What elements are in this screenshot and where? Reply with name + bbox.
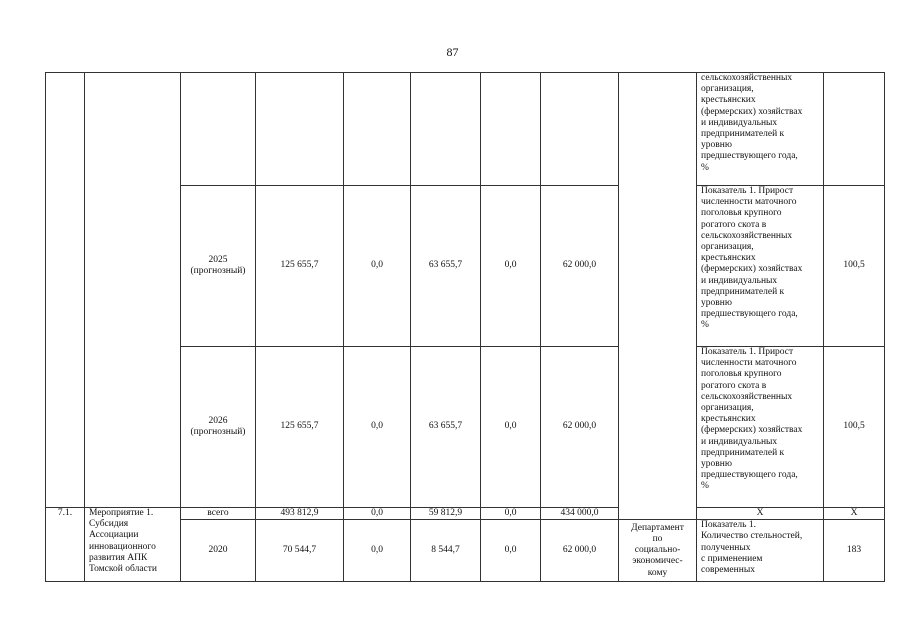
total-cell: 493 812,9 (256, 508, 344, 520)
total-cell: 70 544,7 (256, 520, 344, 582)
total-cell: 125 655,7 (256, 347, 344, 508)
extrabudget-cell: 434 000,0 (541, 508, 619, 520)
year-cell: 2020 (181, 520, 256, 582)
indicator-value-cell: Х (824, 508, 885, 520)
program-table (45, 72, 885, 582)
indicator-value-cell: 183 (824, 520, 885, 582)
indicator-value-cell: 100,5 (824, 186, 885, 347)
table-row (46, 73, 885, 186)
indicator-cell: Показатель 1. Прирост численности маточного поголовья крупного рогатого скота в сельскохозяйственных организация, крестьянских (фермерских) хозяйствах и индивидуальных предпринимателей к уровню предшествующего года, % (697, 186, 824, 347)
activity-name-cell: Мероприятие 1. Субсидия Ассоциации инновационного развития АПК Томской области (85, 508, 181, 582)
page-number: 87 (446, 45, 459, 59)
indicator-cell: сельскохозяйственных организация, крестьянских (фермерских) хозяйствах и индивидуальных предпринимателей к уровню предшествующего года, % (697, 73, 824, 186)
regional-budget-cell: 63 655,7 (411, 347, 481, 508)
extrabudget-cell: 62 000,0 (541, 347, 619, 508)
executor-cell (619, 73, 697, 520)
local-budget-cell: 0,0 (481, 186, 541, 347)
year-cell (181, 73, 256, 186)
executor-cell: Департамент по социально- экономичес- кому (619, 520, 697, 582)
indicator-value-cell (824, 73, 885, 186)
indicator-cell: Показатель 1. Прирост численности маточного поголовья крупного рогатого скота в сельскохозяйственных организация, крестьянских (фермерских) хозяйствах и индивидуальных предпринимателей к уровню предшествующего года, % (697, 347, 824, 508)
regional-budget-cell: 59 812,9 (411, 508, 481, 520)
regional-budget-cell (411, 73, 481, 186)
year-cell: 2026 (прогнозный) (181, 347, 256, 508)
federal-budget-cell: 0,0 (344, 347, 411, 508)
year-cell: 2025 (прогнозный) (181, 186, 256, 347)
indicator-cell: Показатель 1. Количество стельностей, полученных с применением современных (697, 520, 824, 582)
extrabudget-cell (541, 73, 619, 186)
indicator-cell: Х (697, 508, 824, 520)
local-budget-cell: 0,0 (481, 520, 541, 582)
year-cell: всего (181, 508, 256, 520)
regional-budget-cell: 63 655,7 (411, 186, 481, 347)
total-cell (256, 73, 344, 186)
total-cell: 125 655,7 (256, 186, 344, 347)
regional-budget-cell: 8 544,7 (411, 520, 481, 582)
federal-budget-cell: 0,0 (344, 520, 411, 582)
row-number-cell (46, 73, 85, 508)
local-budget-cell (481, 73, 541, 186)
activity-name-cell (85, 73, 181, 508)
extrabudget-cell: 62 000,0 (541, 186, 619, 347)
table-row (46, 508, 885, 520)
local-budget-cell: 0,0 (481, 347, 541, 508)
local-budget-cell: 0,0 (481, 508, 541, 520)
extrabudget-cell: 62 000,0 (541, 520, 619, 582)
row-number-cell: 7.1. (46, 508, 85, 582)
federal-budget-cell (344, 73, 411, 186)
federal-budget-cell: 0,0 (344, 508, 411, 520)
federal-budget-cell: 0,0 (344, 186, 411, 347)
indicator-value-cell: 100,5 (824, 347, 885, 508)
